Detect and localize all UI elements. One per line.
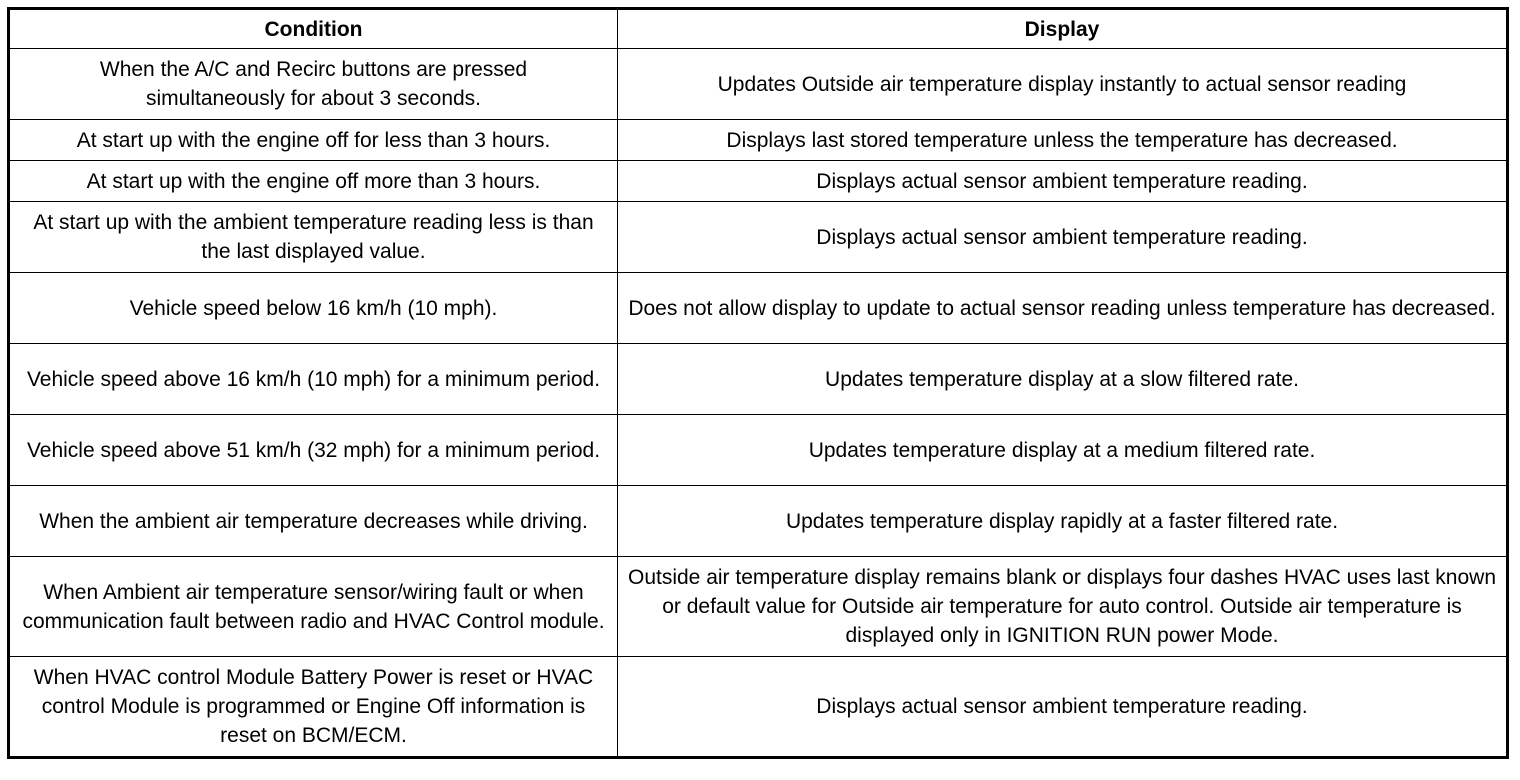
display-cell: Outside air temperature display remains blank or displays four dashes HVAC uses last known or default value for Outside air temperature for auto control. Outside air temperature is displayed only in IGNITION RUN power Mode. xyxy=(618,557,1508,657)
table-row xyxy=(9,486,1508,557)
table-row xyxy=(9,344,1508,415)
column-header-display: Display xyxy=(618,9,1508,49)
display-cell: Updates temperature display at a medium filtered rate. xyxy=(618,415,1508,486)
table-row xyxy=(9,273,1508,344)
display-cell: Displays last stored temperature unless the temperature has decreased. xyxy=(618,120,1508,161)
condition-cell: Vehicle speed above 51 km/h (32 mph) for a minimum period. xyxy=(9,415,618,486)
table-container xyxy=(7,7,1506,759)
display-cell: Displays actual sensor ambient temperature reading. xyxy=(618,161,1508,202)
display-cell: Displays actual sensor ambient temperature reading. xyxy=(618,202,1508,273)
condition-cell: When the ambient air temperature decreases while driving. xyxy=(9,486,618,557)
table-row xyxy=(9,202,1508,273)
condition-cell: Vehicle speed above 16 km/h (10 mph) for a minimum period. xyxy=(9,344,618,415)
table-row xyxy=(9,557,1508,657)
table-row xyxy=(9,415,1508,486)
condition-cell: At start up with the engine off for less than 3 hours. xyxy=(9,120,618,161)
display-cell: Updates temperature display rapidly at a faster filtered rate. xyxy=(618,486,1508,557)
table-row xyxy=(9,49,1508,120)
condition-cell: When HVAC control Module Battery Power is reset or HVAC control Module is programmed or Engine Off information is reset on BCM/ECM. xyxy=(9,657,618,758)
condition-display-table xyxy=(7,7,1509,759)
condition-cell: When the A/C and Recirc buttons are pressed simultaneously for about 3 seconds. xyxy=(9,49,618,120)
display-cell: Does not allow display to update to actual sensor reading unless temperature has decreased. xyxy=(618,273,1508,344)
condition-cell: At start up with the ambient temperature reading less is than the last displayed value. xyxy=(9,202,618,273)
condition-cell: Vehicle speed below 16 km/h (10 mph). xyxy=(9,273,618,344)
table-row xyxy=(9,657,1508,758)
header-row xyxy=(9,9,1508,49)
condition-cell: At start up with the engine off more than 3 hours. xyxy=(9,161,618,202)
display-cell: Updates temperature display at a slow filtered rate. xyxy=(618,344,1508,415)
column-header-condition: Condition xyxy=(9,9,618,49)
table-row xyxy=(9,120,1508,161)
display-cell: Displays actual sensor ambient temperature reading. xyxy=(618,657,1508,758)
condition-cell: When Ambient air temperature sensor/wiring fault or when communication fault between radio and HVAC Control module. xyxy=(9,557,618,657)
display-cell: Updates Outside air temperature display instantly to actual sensor reading xyxy=(618,49,1508,120)
table-row xyxy=(9,161,1508,202)
